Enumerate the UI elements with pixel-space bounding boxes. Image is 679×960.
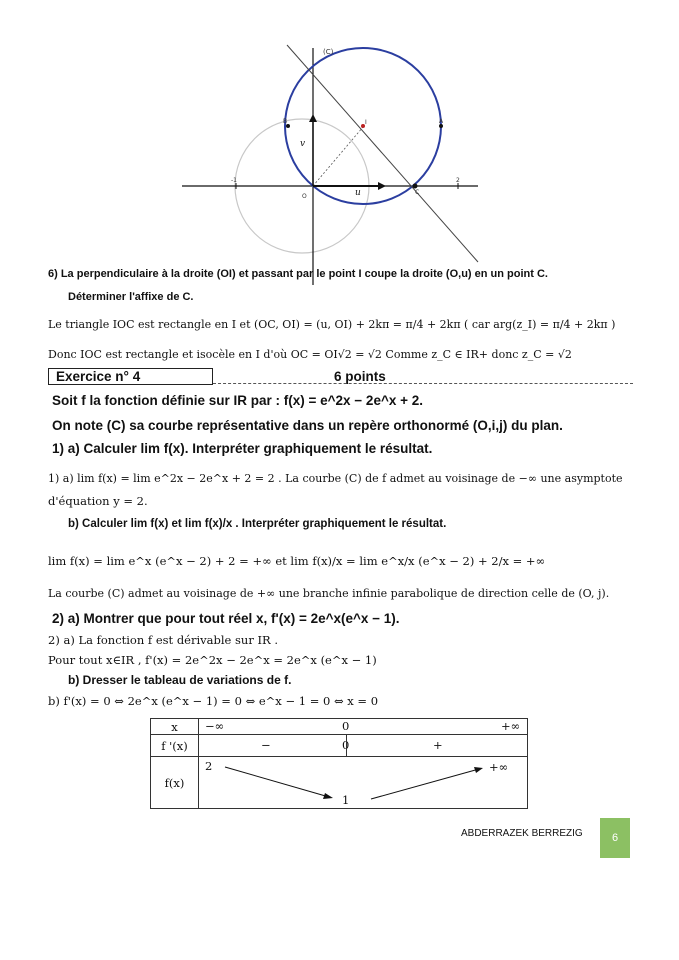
- statement-line2: On note (C) sa courbe représentative dans un repère orthonormé (O,i,j) du plan.: [52, 418, 563, 433]
- q1a-question: 1) a) Calculer lim f(x). Interpréter graphiquement le résultat.: [52, 441, 433, 456]
- table-sign-right: +: [433, 738, 443, 752]
- table-f-label: f(x): [151, 757, 199, 809]
- variation-table: [150, 718, 528, 809]
- table-x-values: [199, 719, 528, 735]
- geometry-figure: [180, 40, 480, 290]
- label-v: v: [300, 139, 306, 149]
- q2a-question: 2) a) Montrer que pour tout réel x, f'(x) = 2e^x(e^x − 1).: [52, 611, 400, 626]
- table-f-left: 2: [205, 759, 213, 773]
- variation-arrows: [199, 757, 529, 809]
- exercise-points: 6 points: [334, 369, 386, 384]
- table-x-right: +∞: [501, 719, 521, 733]
- label-B: B: [283, 118, 288, 125]
- tick-label-neg1: -1: [231, 177, 237, 184]
- answer6-line2: Donc IOC est rectangle et isocèle en I d'où OC = OI√2 = √2 Comme z_C ∈ IR+ donc z_C = √2: [48, 348, 572, 361]
- table-f-mid: 1: [342, 793, 350, 807]
- vector-v-arrow: [309, 114, 317, 122]
- table-f-variations: [199, 757, 528, 809]
- q1b-answer-line1: lim f(x) = lim e^x (e^x − 2) + 2 = +∞ et lim f(x)/x = lim e^x/x (e^x − 2) + 2/x = +∞: [48, 554, 546, 568]
- label-I: I: [365, 119, 367, 126]
- q2a-answer-line2: Pour tout x∈IR , f'(x) = 2e^2x − 2e^x = 2e^x (e^x − 1): [48, 653, 377, 667]
- answer6-line1: Le triangle IOC est rectangle en I et (OC, OI) = (u, OI) + 2kπ = π/4 + 2kπ ( car arg(z_I) = π/4 + 2kπ ): [48, 318, 616, 331]
- label-circle-C: (C): [323, 48, 334, 56]
- table-x-mid: 0: [342, 719, 350, 733]
- tick-label-2: 2: [456, 177, 460, 184]
- point-C-dot: [413, 184, 418, 189]
- statement-line1: Soit f la fonction définie sur IR par : f(x) = e^2x − 2e^x + 2.: [52, 393, 423, 408]
- table-sign-mid: 0: [342, 738, 350, 752]
- label-A: A: [439, 118, 444, 125]
- exercise-title: Exercice n° 4: [56, 369, 141, 384]
- q1b-answer-line2: La courbe (C) admet au voisinage de +∞ une branche infinie parabolique de direction celle de (O, j).: [48, 587, 610, 600]
- footer-page-number: 6: [600, 818, 630, 858]
- table-x-left: −∞: [205, 719, 225, 733]
- segment-OI: [313, 127, 363, 186]
- vector-u-arrow: [378, 182, 386, 190]
- q2b-answer: b) f'(x) = 0 ⇔ 2e^x (e^x − 1) = 0 ⇔ e^x − 1 = 0 ⇔ x = 0: [48, 694, 379, 708]
- exercise-underline: [213, 383, 633, 384]
- q1b-question: b) Calculer lim f(x) et lim f(x)/x . Interpréter graphiquement le résultat.: [68, 518, 447, 530]
- q2a-answer-line1: 2) a) La fonction f est dérivable sur IR .: [48, 633, 278, 647]
- footer-author: ABDERRAZEK BERREZIG: [461, 828, 583, 839]
- label-u: u: [355, 188, 361, 198]
- table-fprime-label: f '(x): [151, 735, 199, 757]
- q1a-answer-line2: d'équation y = 2.: [48, 494, 148, 508]
- table-x-label: x: [151, 719, 199, 735]
- line-IC: [287, 45, 478, 262]
- label-C: C: [415, 189, 420, 196]
- table-zero-divider: [346, 734, 347, 756]
- table-f-right: +∞: [489, 760, 509, 774]
- q2b-question: b) Dresser le tableau de variations de f.: [68, 673, 292, 687]
- label-O: O: [302, 193, 307, 200]
- table-fprime-signs: [199, 735, 528, 757]
- q1a-answer-line1: 1) a) lim f(x) = lim e^2x − 2e^x + 2 = 2 . La courbe (C) de f admet au voisinage de −∞ une asymptote: [48, 472, 623, 485]
- table-sign-left: −: [261, 738, 271, 752]
- q6-line1: 6) La perpendiculaire à la droite (OI) et passant par le point I coupe la droite (O,u) en un point C.: [48, 268, 548, 280]
- q6-line2: Déterminer l'affixe de C.: [68, 291, 194, 303]
